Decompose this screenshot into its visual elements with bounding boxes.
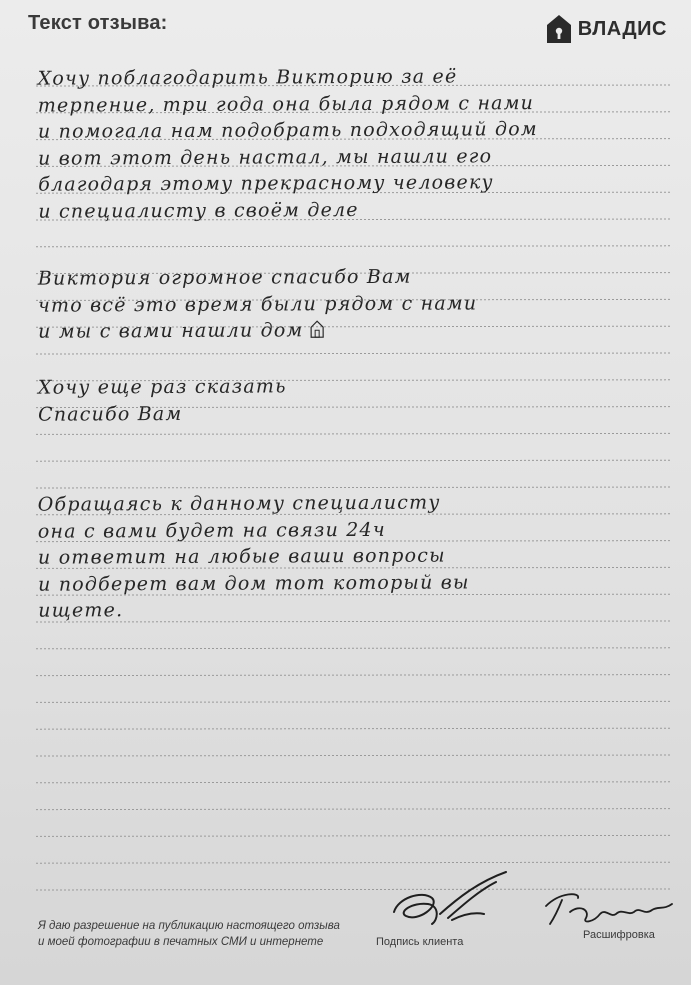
review-line: Хочу еще раз сказать bbox=[37, 375, 287, 399]
ruled-line bbox=[36, 728, 672, 729]
ruled-line bbox=[36, 648, 672, 649]
review-line: и специалисту в своём деле bbox=[38, 198, 359, 223]
ruled-line bbox=[36, 433, 672, 434]
ruled-line bbox=[36, 353, 672, 354]
client-signature bbox=[388, 868, 518, 930]
house-keyhole-icon bbox=[546, 14, 572, 44]
review-line: она с вами будет на связи 24ч bbox=[37, 518, 386, 543]
decoding-field bbox=[583, 925, 655, 943]
review-line: ищете. bbox=[38, 599, 124, 622]
ruled-line bbox=[36, 809, 672, 810]
ruled-line bbox=[36, 782, 672, 783]
review-line bbox=[38, 315, 678, 345]
signature-field bbox=[376, 932, 463, 950]
house-doodle-icon bbox=[309, 320, 325, 338]
page-title: Текст отзыва: bbox=[28, 12, 168, 34]
ruled-line bbox=[36, 487, 672, 488]
review-line: Спасибо Вам bbox=[38, 402, 183, 426]
review-paragraph-3 bbox=[38, 371, 678, 427]
review-line: благодаря этому прекрасному человеку bbox=[38, 171, 494, 196]
signature-label: Подпись клиента bbox=[376, 936, 464, 948]
review-line: и вот этот день настал, мы нашли его bbox=[38, 144, 493, 170]
ruled-line bbox=[36, 675, 672, 676]
consent-line: и моей фотографии в печатных СМИ и интернете bbox=[38, 936, 324, 948]
consent-line: Я даю разрешение на публикацию настоящего отзыва bbox=[38, 920, 340, 932]
decoding-signature bbox=[540, 886, 680, 930]
ruled-line bbox=[36, 701, 672, 702]
review-line: Обращаясь к данному специалисту bbox=[37, 491, 441, 516]
review-line: Виктория огромное спасибо Вам bbox=[37, 265, 412, 290]
review-paragraph-2 bbox=[38, 262, 678, 345]
ruled-line bbox=[36, 862, 672, 863]
review-line: и помогала нам подобрать подходящий дом bbox=[37, 118, 538, 143]
ruled-line bbox=[36, 755, 672, 756]
brand-logo bbox=[546, 14, 667, 44]
ruled-line bbox=[36, 460, 672, 461]
review-line: и подберет вам дом тот который вы bbox=[38, 570, 470, 596]
review-line: и ответит на любые ваши вопросы bbox=[37, 544, 446, 569]
ruled-line bbox=[36, 246, 672, 247]
review-line-text: и мы с вами нашли дом bbox=[38, 319, 304, 343]
review-line: терпение, три года она была рядом с нами bbox=[37, 91, 535, 117]
decoding-label: Расшифровка bbox=[583, 929, 655, 941]
review-paragraph-1 bbox=[38, 62, 679, 224]
review-paragraph-4 bbox=[38, 488, 679, 624]
review-line: Хочу поблагодарить Викторию за её bbox=[37, 65, 458, 90]
publication-consent bbox=[38, 918, 340, 950]
ruled-line bbox=[36, 835, 672, 836]
brand-name: ВЛАДИС bbox=[577, 17, 667, 40]
review-line: что всё это время были рядом с нами bbox=[37, 291, 478, 317]
